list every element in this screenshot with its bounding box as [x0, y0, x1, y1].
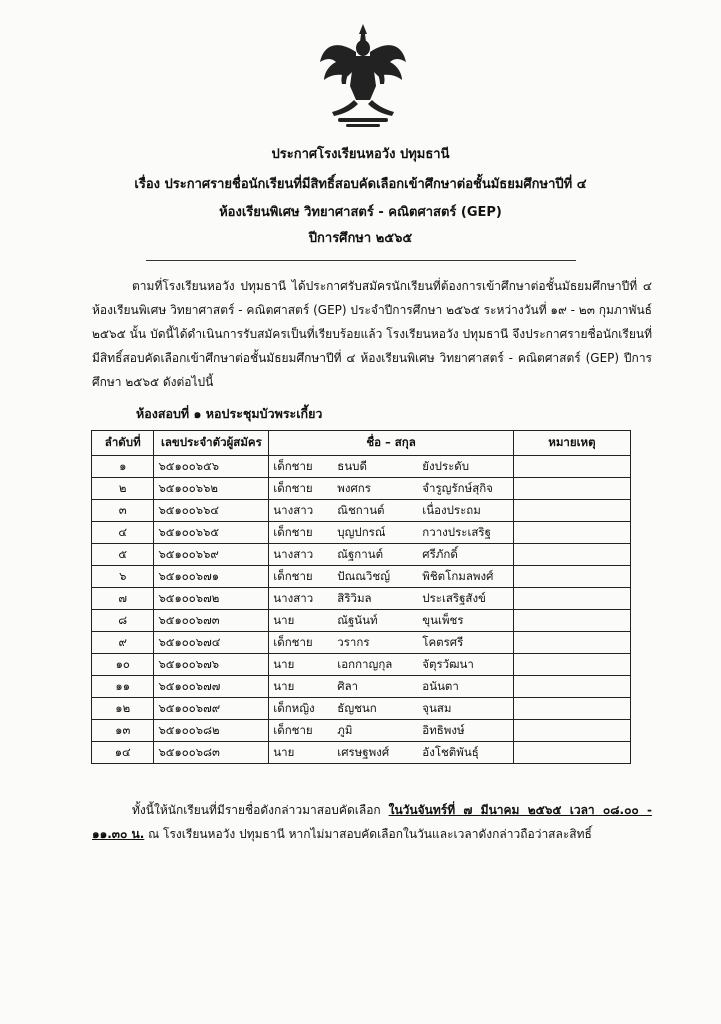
row-order: ๑๑	[92, 676, 154, 698]
row-applicant-id: ๖๕๑๐๐๖๕๖	[154, 456, 269, 478]
row-name-title: นาย	[273, 612, 295, 627]
row-order: ๑๐	[92, 654, 154, 676]
exam-room-label: ห้องสอบที่ ๑ หอประชุมบัวพระเกี้ยว	[136, 406, 323, 421]
row-applicant-id: ๖๕๑๐๐๖๖๙	[154, 544, 269, 566]
table-row	[92, 456, 631, 478]
row-last-name: จุนสม	[422, 700, 452, 715]
row-first-name: ธัญชนก	[337, 700, 377, 715]
column-header-order: ลำดับที่	[92, 431, 154, 456]
row-order: ๒	[92, 478, 154, 500]
table-row	[92, 610, 631, 632]
row-first-name: ภูมิ	[337, 722, 353, 737]
announcement-academic-year: ปีการศึกษา ๒๕๖๕	[308, 231, 413, 246]
row-applicant-id: ๖๕๑๐๐๖๖๔	[154, 500, 269, 522]
row-applicant-id: ๖๕๑๐๐๖๗๑	[154, 566, 269, 588]
column-header-full-name: ชื่อ – สกุล	[269, 431, 514, 456]
row-order: ๙	[92, 632, 154, 654]
row-first-name: บุญปกรณ์	[337, 524, 386, 539]
announcement-subject: เรื่อง ประกาศรายชื่อนักเรียนที่มีสิทธิ์สอบคัดเลือกเข้าศึกษาต่อชั้นมัธยมศึกษาปีที่ ๔	[134, 177, 587, 192]
row-full-name	[269, 610, 514, 632]
row-first-name: พงศกร	[337, 480, 371, 495]
row-first-name: สิริวิมล	[337, 590, 372, 605]
row-name-title: นาย	[273, 656, 295, 671]
row-applicant-id: ๖๕๑๐๐๖๗๖	[154, 654, 269, 676]
row-remarks	[513, 522, 630, 544]
row-applicant-id: ๖๕๑๐๐๖๘๓	[154, 742, 269, 764]
table-row	[92, 698, 631, 720]
row-remarks	[513, 500, 630, 522]
row-applicant-id: ๖๕๑๐๐๖๖๒	[154, 478, 269, 500]
row-remarks	[513, 456, 630, 478]
table-row	[92, 742, 631, 764]
row-order: ๘	[92, 610, 154, 632]
row-last-name: จำรูญรักษ์สุกิจ	[422, 480, 493, 495]
row-last-name: โคตรศรี	[422, 634, 464, 649]
row-name-title: นางสาว	[273, 546, 314, 561]
row-name-title: เด็กชาย	[273, 458, 313, 473]
row-applicant-id: ๖๕๑๐๐๖๗๗	[154, 676, 269, 698]
row-last-name: ประเสริฐสังข์	[422, 590, 486, 605]
row-full-name	[269, 478, 514, 500]
exam-date-time: ในวันจันทร์ที่ ๗ มีนาคม ๒๕๖๕ เวลา ๐๘.๐๐ - ๑๑.๓๐ น.	[92, 803, 652, 841]
table-row	[92, 566, 631, 588]
row-name-title: เด็กชาย	[273, 722, 313, 737]
row-full-name	[269, 456, 514, 478]
row-applicant-id: ๖๕๑๐๐๖๗๙	[154, 698, 269, 720]
table-row	[92, 654, 631, 676]
row-first-name: ณิชกานต์	[337, 502, 385, 517]
table-row	[92, 544, 631, 566]
row-name-title: เด็กชาย	[273, 480, 313, 495]
row-order: ๑๒	[92, 698, 154, 720]
table-header-row	[92, 431, 631, 456]
row-remarks	[513, 654, 630, 676]
row-first-name: วรากร	[337, 634, 370, 649]
row-name-title: เด็กชาย	[273, 568, 313, 583]
candidate-table	[91, 430, 631, 764]
row-full-name	[269, 500, 514, 522]
row-name-title: นาย	[273, 678, 295, 693]
row-remarks	[513, 544, 630, 566]
row-applicant-id: ๖๕๑๐๐๖๘๒	[154, 720, 269, 742]
table-row	[92, 720, 631, 742]
row-remarks	[513, 610, 630, 632]
row-name-title: นาย	[273, 744, 295, 759]
row-order: ๑	[92, 456, 154, 478]
column-header-applicant-id: เลขประจำตัวผู้สมัคร	[154, 431, 269, 456]
row-full-name	[269, 676, 514, 698]
table-row	[92, 632, 631, 654]
row-remarks	[513, 632, 630, 654]
row-applicant-id: ๖๕๑๐๐๖๗๔	[154, 632, 269, 654]
row-last-name: เนื่องประถม	[422, 502, 481, 517]
row-last-name: พิชิตโกมลพงศ์	[422, 568, 494, 583]
intro-paragraph: ตามที่โรงเรียนหอวัง ปทุมธานี ได้ประกาศรับสมัครนักเรียนที่ต้องการเข้าศึกษาต่อชั้นมัธยมศึกษาปีที่ ๔ ห้องเรียนพิเศษ วิทยาศาสตร์ - คณิตศาสตร์ (GEP) ประจำปีการศึกษา ๒๕๖๕ ระหว่างวันที่ ๑๙ - ๒๓ กุมภาพันธ์ ๒๕๖๕ นั้น บัดนี้ได้ดำเนินการรับสมัครเป็นที่เรียบร้อยแล้ว โรงเรียนหอวัง ปทุมธานี จึงประกาศรายชื่อนักเรียนที่มีสิทธิ์สอบคัดเลือกเข้าศึกษาต่อชั้นมัธยมศึกษาปีที่ ๔ ห้องเรียนพิเศษ วิทยาศาสตร์ - คณิตศาสตร์ (GEP) ปีการศึกษา ๒๕๖๕ ดังต่อไปนี้	[92, 279, 652, 389]
row-remarks	[513, 588, 630, 610]
table-row	[92, 676, 631, 698]
row-remarks	[513, 698, 630, 720]
row-name-title: เด็กชาย	[273, 524, 313, 539]
row-full-name	[269, 588, 514, 610]
row-last-name: ศรีภักดิ์	[422, 546, 458, 561]
announcement-program: ห้องเรียนพิเศษ วิทยาศาสตร์ - คณิตศาสตร์ (GEP)	[219, 205, 502, 220]
row-full-name	[269, 742, 514, 764]
table-row	[92, 588, 631, 610]
row-full-name	[269, 632, 514, 654]
row-remarks	[513, 566, 630, 588]
table-row	[92, 478, 631, 500]
table-row	[92, 500, 631, 522]
header-divider	[146, 260, 576, 261]
row-last-name: จัตุรวัฒนา	[422, 656, 474, 671]
row-last-name: กวางประเสริฐ	[422, 524, 491, 539]
row-order: ๑๓	[92, 720, 154, 742]
schedule-text-before: ทั้งนี้ให้นักเรียนที่มีรายชื่อดังกล่าวมาสอบคัดเลือก	[132, 803, 389, 817]
row-order: ๔	[92, 522, 154, 544]
row-remarks	[513, 742, 630, 764]
row-order: ๓	[92, 500, 154, 522]
row-order: ๗	[92, 588, 154, 610]
row-first-name: เอกกาญกุล	[337, 656, 393, 671]
row-full-name	[269, 544, 514, 566]
row-full-name	[269, 566, 514, 588]
row-first-name: ปัณณวิชญ์	[337, 568, 390, 583]
exam-schedule-paragraph	[92, 798, 652, 846]
row-last-name: อนันตา	[422, 678, 459, 693]
row-order: ๑๔	[92, 742, 154, 764]
row-full-name	[269, 654, 514, 676]
row-applicant-id: ๖๕๑๐๐๖๗๒	[154, 588, 269, 610]
row-order: ๖	[92, 566, 154, 588]
row-first-name: ณัฐกานต์	[337, 546, 384, 561]
row-applicant-id: ๖๕๑๐๐๖๖๕	[154, 522, 269, 544]
row-name-title: เด็กชาย	[273, 634, 313, 649]
row-last-name: ยังประดับ	[422, 458, 470, 473]
row-last-name: อังโชติพันธุ์	[422, 744, 479, 759]
row-applicant-id: ๖๕๑๐๐๖๗๓	[154, 610, 269, 632]
row-remarks	[513, 676, 630, 698]
row-first-name: ศิลา	[337, 678, 359, 693]
column-header-remarks: หมายเหตุ	[513, 431, 630, 456]
row-full-name	[269, 698, 514, 720]
row-last-name: ขุนเพ็ชร	[422, 612, 464, 627]
row-last-name: อิทธิพงษ์	[422, 722, 465, 737]
schedule-text-after: ณ โรงเรียนหอวัง ปทุมธานี หากไม่มาสอบคัดเลือกในวันและเวลาดังกล่าวถือว่าสละสิทธิ์	[144, 827, 592, 841]
row-order: ๕	[92, 544, 154, 566]
row-name-title: เด็กหญิง	[273, 700, 315, 715]
row-first-name: เศรษฐพงศ์	[337, 744, 390, 759]
row-name-title: นางสาว	[273, 590, 314, 605]
row-full-name	[269, 522, 514, 544]
row-first-name: ธนบดี	[337, 458, 367, 473]
row-first-name: ณัฐนันท์	[337, 612, 378, 627]
announcement-title: ประกาศโรงเรียนหอวัง ปทุมธานี	[271, 147, 450, 162]
row-remarks	[513, 720, 630, 742]
row-name-title: นางสาว	[273, 502, 314, 517]
row-full-name	[269, 720, 514, 742]
table-row	[92, 522, 631, 544]
garuda-emblem-icon	[318, 22, 408, 134]
row-remarks	[513, 478, 630, 500]
